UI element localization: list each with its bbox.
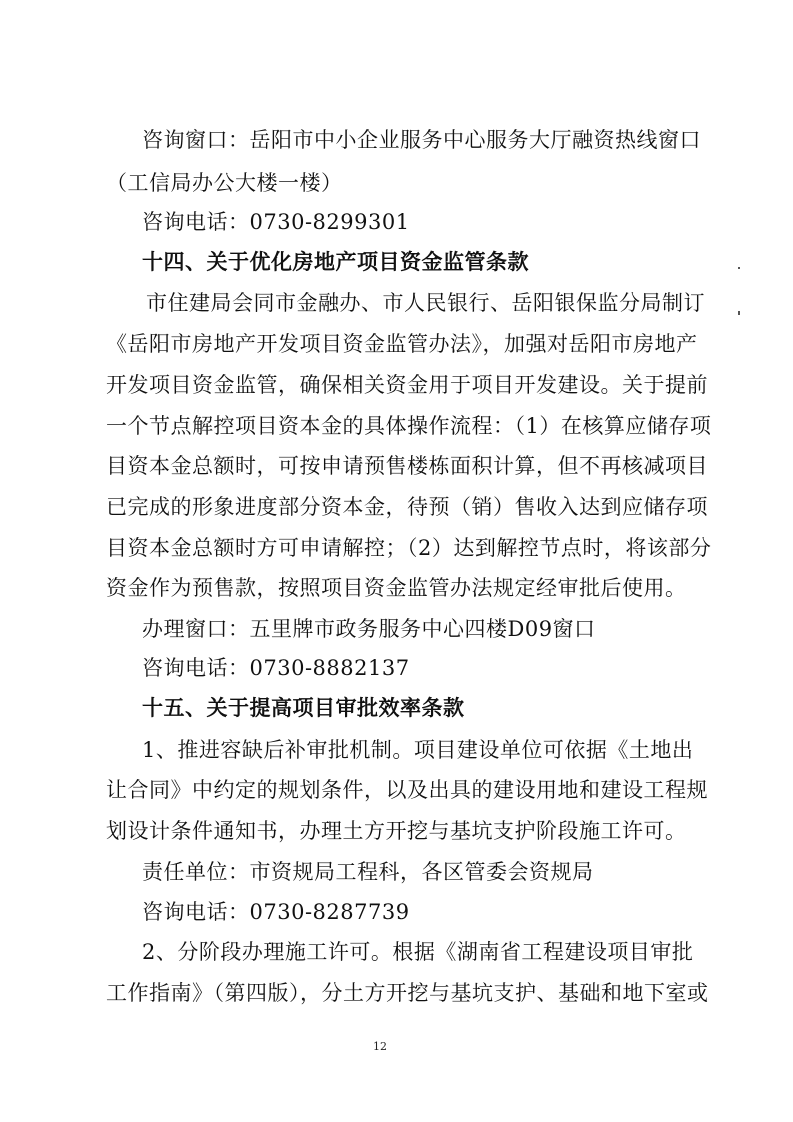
section-14-paragraph-line-1: 市住建局会同市金融办、市人民银行、岳阳银保监分局制订: [146, 291, 705, 315]
page-number: 12: [373, 1040, 387, 1053]
consult-phone-2: 咨询电话：0730-8882137: [142, 656, 410, 680]
section-14-paragraph-line-6: 已完成的形象进度部分资本金，待预（销）售收入达到应储存项: [106, 495, 708, 519]
responsible-unit-line: 责任单位：市资规局工程科，各区管委会资规局: [142, 860, 594, 884]
section-14-paragraph-line-7: 目资本金总额时方可申请解控；（2）达到解控节点时，将该部分: [106, 536, 712, 560]
section-14-paragraph-line-8: 资金作为预售款，按照项目资金监管办法规定经审批后使用。: [106, 576, 687, 600]
section-15-item-2-line-1: 2、分阶段办理施工许可。根据《湖南省工程建设项目审批: [142, 940, 694, 964]
consult-phone-1: 咨询电话：0730-8299301: [142, 210, 410, 234]
section-15-item-1-line-2: 让合同》中约定的规划条件，以及出具的建设用地和建设工程规: [106, 778, 708, 802]
scan-speck: [738, 267, 740, 269]
section-15-item-1-line-3: 划设计条件通知书，办理土方开挖与基坑支护阶段施工许可。: [106, 819, 687, 843]
consult-window-location: （工信局办公大楼一楼）: [106, 171, 343, 195]
section-14-paragraph-line-5: 目资本金总额时，可按申请预售楼栋面积计算，但不再核减项目: [106, 454, 708, 478]
consult-phone-3: 咨询电话：0730-8287739: [142, 900, 410, 924]
section-14-paragraph-line-2: 《岳阳市房地产开发项目资金监管办法》，加强对岳阳市房地产: [106, 332, 698, 356]
scan-speck: [738, 311, 740, 315]
handling-window-line: 办理窗口：五里牌市政务服务中心四楼D09窗口: [142, 617, 596, 641]
section-15-item-2-line-2: 工作指南》（第四版），分土方开挖与基坑支护、基础和地下室或: [106, 981, 709, 1005]
section-14-paragraph-line-4: 一个节点解控项目资本金的具体操作流程：（1）在核算应储存项: [106, 414, 712, 438]
section-14-paragraph-line-3: 开发项目资金监管，确保相关资金用于项目开发建设。关于提前: [106, 373, 708, 397]
consult-window-line: 咨询窗口：岳阳市中小企业服务中心服务大厅融资热线窗口: [142, 128, 701, 152]
section-heading-14: 十四、关于优化房地产项目资金监管条款: [142, 250, 529, 274]
section-heading-15: 十五、关于提高项目审批效率条款: [142, 696, 465, 720]
section-15-item-1-line-1: 1、推进容缺后补审批机制。项目建设单位可依据《土地出: [142, 738, 694, 762]
